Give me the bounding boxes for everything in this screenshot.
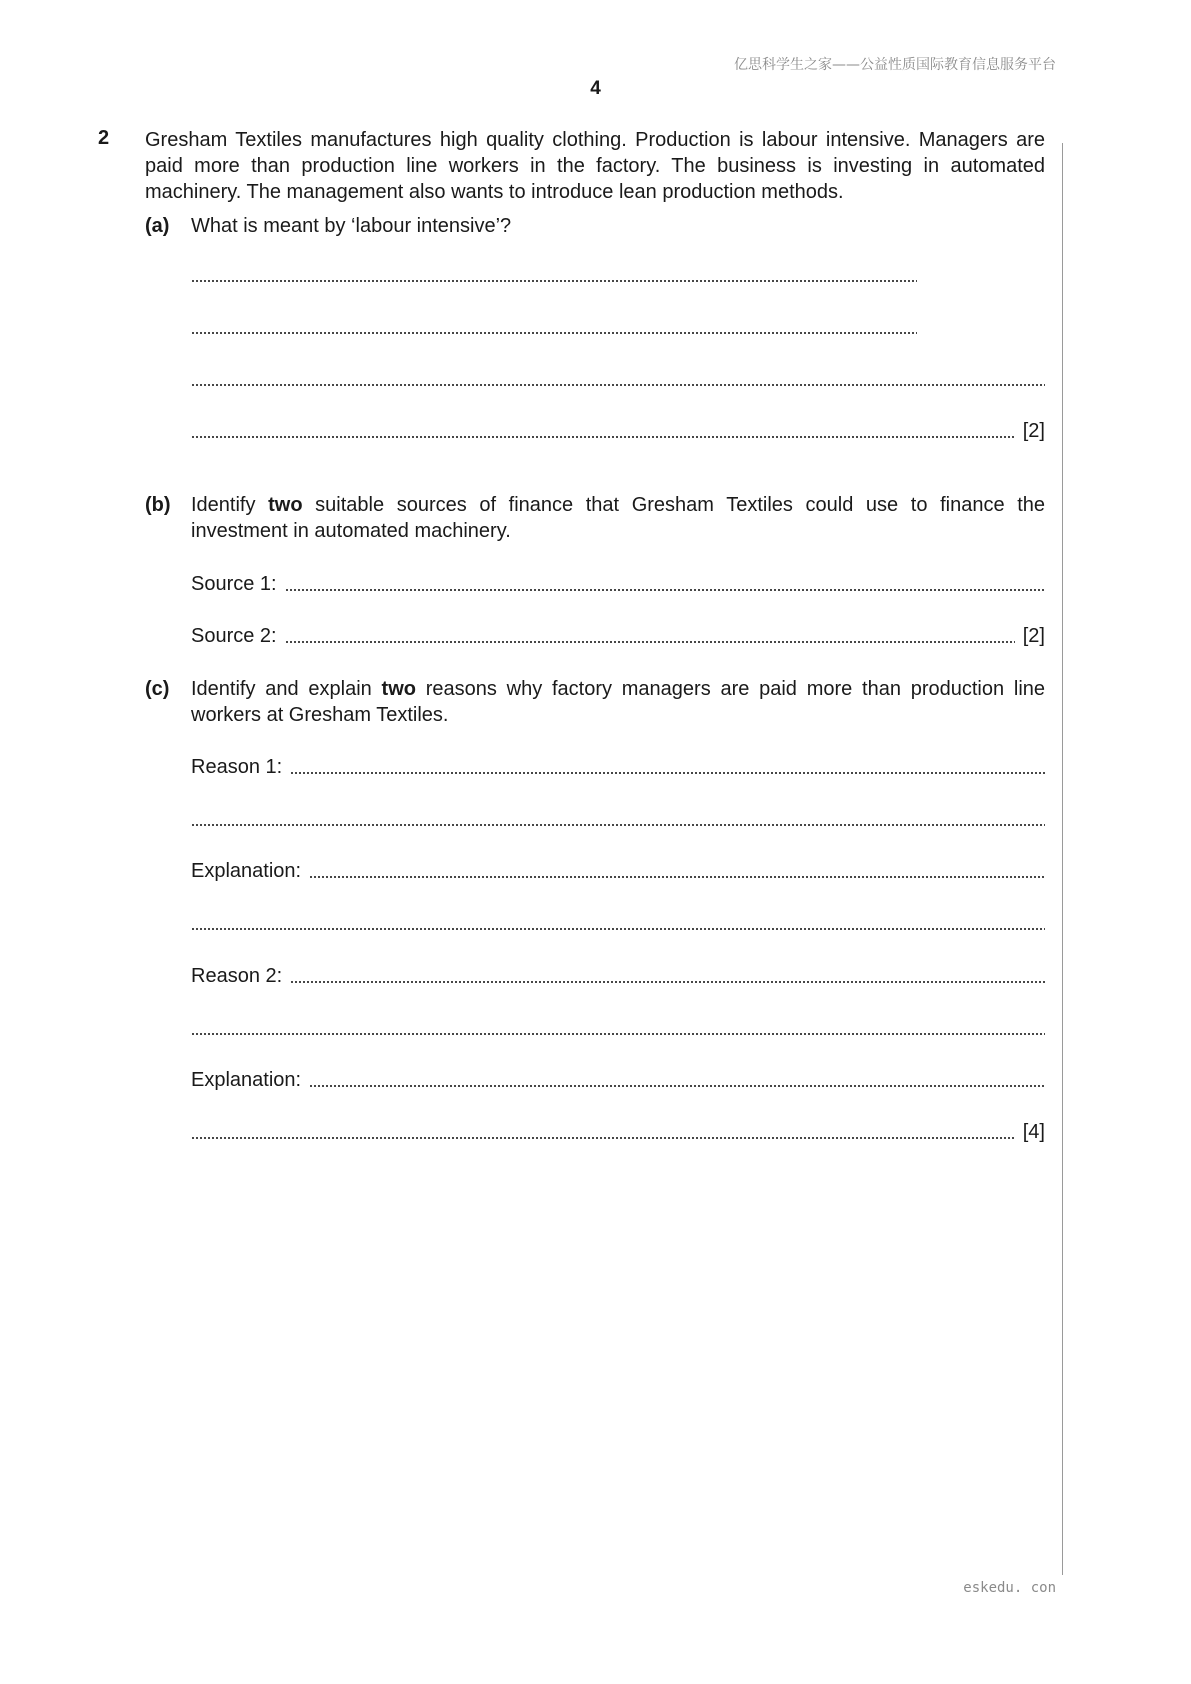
source-1-answer-line[interactable]: [191, 571, 1045, 597]
part-c-text-end: reasons why factory managers are paid more than production line workers at Gresham Textiles.: [191, 678, 1046, 726]
source-1-label: Source 1:: [191, 573, 277, 595]
part-c-text-start: Identify and explain: [191, 678, 382, 700]
dotted-rule: [191, 1032, 1045, 1036]
dotted-rule: [290, 980, 1045, 984]
watermark-top: 亿思科学生之家——公益性质国际教育信息服务平台: [734, 57, 1056, 73]
part-c-marks: [4]: [1022, 1121, 1045, 1143]
dotted-rule: [191, 279, 917, 283]
question-number: 2: [98, 127, 110, 149]
reason-1-continuation-line[interactable]: [191, 806, 1045, 832]
reason-2-answer-line[interactable]: [191, 963, 1045, 989]
part-a-marks: [2]: [1022, 420, 1045, 442]
part-a-text: What is meant by ‘labour intensive’?: [191, 215, 512, 237]
question-stem: Gresham Textiles manufactures high quality clothing. Production is labour intensive. Managers are paid more than production line workers in the factory. The business is investing in automated machinery. The management also wants to introduce lean production methods.: [145, 129, 1045, 203]
part-a-answer-line-2[interactable]: [191, 314, 917, 340]
part-c-text-bold: two: [381, 678, 416, 700]
dotted-rule: [191, 927, 1045, 931]
part-a-answer-line-4[interactable]: [191, 418, 1045, 444]
reason-1-answer-line[interactable]: [191, 754, 1045, 780]
explanation-1-label: Explanation:: [191, 860, 302, 882]
part-b-label: (b): [145, 494, 171, 516]
dotted-rule: [285, 640, 1015, 644]
dotted-rule: [290, 771, 1045, 775]
dotted-rule: [191, 383, 1045, 387]
dotted-rule: [285, 588, 1045, 592]
dotted-rule: [191, 331, 917, 335]
reason-2-continuation-line[interactable]: [191, 1015, 1045, 1041]
reason-1-label: Reason 1:: [191, 756, 283, 778]
dotted-rule: [191, 435, 1015, 439]
dotted-rule: [309, 1084, 1045, 1088]
explanation-2-answer-line[interactable]: [191, 1067, 1045, 1093]
margin-line: [1062, 143, 1063, 1575]
part-b-text-end: suitable sources of finance that Gresham Textiles could use to finance the investment in automated machinery.: [191, 494, 1045, 542]
explanation-1-continuation-line[interactable]: [191, 910, 1045, 936]
dotted-rule: [309, 875, 1045, 879]
part-a-label: (a): [145, 215, 170, 237]
part-b-marks: [2]: [1022, 625, 1045, 647]
source-2-label: Source 2:: [191, 625, 277, 647]
part-a-answer-line-3[interactable]: [191, 366, 1045, 392]
explanation-2-continuation-line[interactable]: [191, 1119, 1045, 1145]
explanation-1-answer-line[interactable]: [191, 858, 1045, 884]
dotted-rule: [191, 823, 1045, 827]
part-c-text: [191, 676, 1045, 728]
source-2-answer-line[interactable]: [191, 623, 1045, 649]
part-c-label: (c): [145, 678, 170, 700]
part-b-text-bold: two: [268, 494, 303, 516]
part-b-text: [191, 492, 1045, 544]
dotted-rule: [191, 1136, 1015, 1140]
explanation-2-label: Explanation:: [191, 1069, 302, 1091]
watermark-bottom: eskedu. con: [963, 1580, 1056, 1596]
page-number: 4: [590, 78, 601, 99]
part-b-text-start: Identify: [191, 494, 269, 516]
part-a-answer-line-1[interactable]: [191, 262, 917, 288]
reason-2-label: Reason 2:: [191, 965, 283, 987]
